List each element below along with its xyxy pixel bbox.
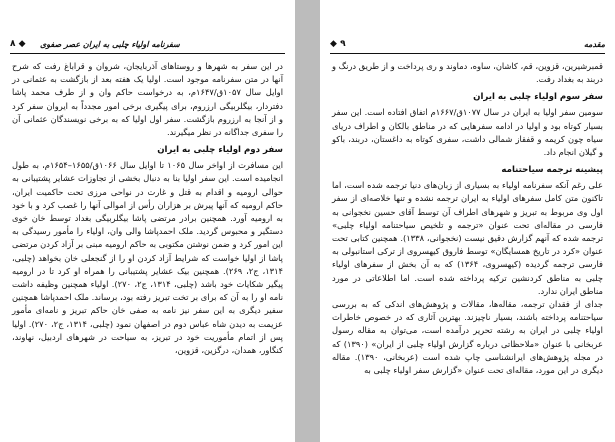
right-book-page <box>320 0 615 442</box>
left-paragraph-2: این مسافرت از اواخر سال ۱۰۶۵ تا اوایل سال ۱۰۶۶ق/۱۶۵۵–۱۶۵۴م، به طول انجامیده است. این سفر اولیا بنا به دنبال بخشی از تجاوزات عشایر پشتیبانی به حوالی ارومیه و اقدام به قتل و غارت در نواحی مرزی تحت حاکمیت ایران، حاکم ارومیه که آنها پیرش بر هزاران رأس از اموالی آنها را غصب کرد و با خود به ارومیه آورد. همچنین برادر مرتضی پاشا بیگلربیگی بغداد توسط خان خوی دستگیر و محبوس گردید. ملک احمدپاشا والی وان، اولیاء را مأمور رسیدگی به این امور کرد و ضمن نوشتن مکتوبی به حاکم ارومیه مبنی بر آزاد کردن مرتضی پاشا از اولیا خواست که شرایط آزاد کردن او را از گنجعلی خان بخواهد (چلبی، ۱۳۱۴، ج۲، ۲۶۹). همچنین بیک عشایر پشتیبانی را همراه او کرد تا در ارومیه پیگیر شکایات خود باشد (چلبی، ۱۳۱۴، ج۲، ۲۷۰). اولیاء همچنین وظیفه داشت نامه او را به آن که برای بر تخت تبریز رفته بود، برساند. ملک احمدپاشا همچنین سفیر دیگری به این سفر نیز نامه به صفی خان حاکم تبریز و نامه‌ای مأمور عزیمت به دیدن شاه عباس دوم در اصفهان نمود (چلبی، ۱۳۱۴، ج۲، ۲۷۰). اولیا پس از اتمام مأموریت خود در تبریز، به سیاحت در شهرهای اردبیل، نهاوند، کنگاور، همدان، درگزین، قزوین، <box>12 160 284 356</box>
right-paragraph-3: علی رغم آنکه سفرنامه اولیاء به بسیاری از زبان‌های دنیا ترجمه شده است، اما تاکنون متن کامل سفرهای اولیاء به ایران ترجمه نشده و تنها خلاصه‌ای از سفر اول وی مربوط به تبریز و شهرهای اطراف آن توسط آقای حسین نخجوانی به فارسی در مقاله‌ای تحت عنوان «ترجمه و تلخیص سیاحتنامه اولیاء چلبی» ترجمه شده که آنهم گزارش دقیق نیست (نخجوانی، ۱۳۳۸). همچنین کتابی تحت عنوان «کرد در تاریخ همسایگان» توسط فاروق کیهسروی از ترکی استانبولی به فارسی ترجمه گردیده (کیهسروی، ۱۳۶۴) که به آن بخش از سفرهای اولیاء چلبی به مناطق کردنشین ترکیه پرداخته شده است. اما اطلاعاتی در مورد مناطق ایران ندارد. <box>332 180 603 296</box>
left-header-rule <box>10 53 285 54</box>
page-gutter <box>295 0 320 442</box>
right-paragraph-4: جدای از فقدان ترجمه، مقاله‌ها، مقالات و پژوهش‌های اندکی که به بررسی سیاحتنامه پرداخته باشند، بسیار ناچیزند. بهترین آثاری که در خصوص خاطرات اولیاء چلبی در ایران به رشته تحریر درآمده است، می‌توان به مقاله رسول عربخانی با عنوان «ملاحظاتی درباره گزارش اولیاء چلبی از ایران» (۱۳۹۰) که در مجله پژوهش‌های ایرانشناسی چاپ شده است (عربخانی، ۱۳۹۰). مقاله دیگری در این مورد، مقاله‌ای تحت عنوان «گزارش سفر اولیاء چلبی به <box>332 299 603 376</box>
right-header-rule <box>330 53 605 54</box>
right-paragraph-1: قمبرشیرین، قزوین، قم، کاشان، ساوه، دماوند و ری پرداخت و از طریق درنگ و دربند به بغداد رفت. <box>332 61 603 85</box>
right-page-header <box>330 40 605 54</box>
right-running-head: مقدمه <box>583 40 605 49</box>
left-book-page <box>0 0 295 442</box>
right-section-heading-2: پیشینه ترجمه سیاحتنامه <box>501 165 603 176</box>
left-paragraph-1: در این سفر به شهرها و روستاهای آذربایجان، شروان و قراباغ رفت که شرح آنها در متن سفرنامه موجود است. اولیا یک هفته بعد از بازگشت به عثمانی در اوایل سال ۱۰۵۷ق/۱۶۴۷م، به درخواست حاکم وان و از طرف محمد پاشا دفتردار، بیگلربیگی ارزروم، برای پیگیری برخی امور مجدداً به ایروان سفر کرد و از آنجا به ارزروم بازگشت. سفر اول اولیا که به برخی نویسندگان عثمانی آن را سفری جداگانه در نظر میگیرند. <box>12 61 283 138</box>
right-page-number: ۹ ◆ <box>330 39 346 49</box>
right-page-body <box>332 60 603 442</box>
left-section-heading: سفر دوم اولیاء چلبی به ایران <box>157 145 283 156</box>
left-page-number: ◆ ۸ <box>10 39 26 49</box>
left-page-header <box>10 40 285 54</box>
left-running-head: سفرنامه اولیاء چلبی به ایران عصر صفوی <box>40 40 180 49</box>
right-paragraph-2: سومین سفر اولیا به ایران در سال ۱۰۷۷ق/۱۶۶۷م اتفاق افتاده است. این سفر بسیار کوتاه بود و اولیا در ادامه سفرهایی که در مناطق بالکان و اطراف دریای سیاه چون کریمه و قفقاز شمالی داشت، سفری کوتاه به داغستان، دربند، باکو و گیلان انجام داد. <box>332 107 603 158</box>
left-page-body <box>12 60 283 442</box>
right-section-heading-1: سفر سوم اولیاء چلبی به ایران <box>473 92 603 103</box>
